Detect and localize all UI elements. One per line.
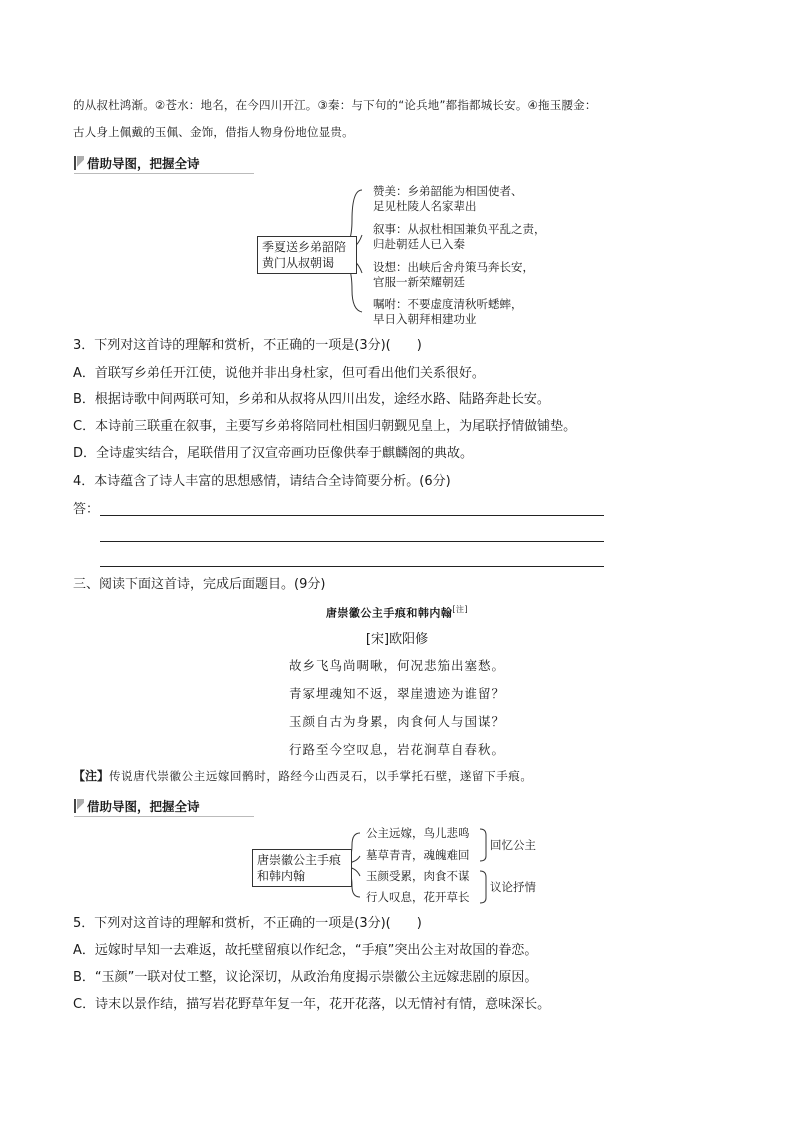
q5-option-b: B．“玉颜”一联对仗工整，议论深切，从政治角度揭示崇徽公主远嫁悲剧的原因。 (73, 970, 538, 985)
mindmap-2-center-line2: 和韩内翰 (257, 869, 306, 883)
mindmap-2-item-1: 公主远嫁，鸟儿悲鸣 (366, 826, 470, 840)
mindmap-2-item-2: 墓草青青，魂魄难回 (366, 848, 470, 862)
poem-title: 唐崇徽公主手痕和韩内翰 (325, 606, 453, 620)
mindmap-2-item-3: 玉颜受累，肉食不谋 (366, 869, 470, 883)
poem-note-text: 传说唐代崇徽公主远嫁回鹘时，路经今山西灵石，以手掌托石壁，遂留下手痕。 (109, 769, 533, 783)
q3-option-b: B．根据诗歌中间两联可知，乡弟和从叔将从四川出发，途经水路、陆路奔赴长安。 (73, 392, 550, 407)
branch-line: 设想：出峡后舍舟策马奔长安， (373, 260, 534, 274)
q3-option-a: A．首联写乡弟任开江使，说他并非出身杜家，但可看出他们关系很好。 (73, 366, 485, 381)
part3-heading: 三、阅读下面这首诗，完成后面题目。(9分) (73, 577, 326, 592)
q5-option-a: A．远嫁时早知一去难返，故托壁留痕以作纪念，“手痕”突出公主对故国的眷恋。 (73, 943, 538, 958)
q3-option-c: C．本诗前三联重在叙事，主要写乡弟将陪同杜相国归朝觐见皇上，为尾联抒情做铺垫。 (73, 419, 577, 434)
branch-line: 归赴朝廷人已入秦 (373, 237, 465, 251)
poem-line-1: 故乡飞鸟尚啁啾，何况悲笳出塞愁。 (288, 658, 505, 673)
poem-title-note: [注] (452, 605, 469, 614)
q4-answer-label: 答： (73, 502, 100, 517)
note-line-1: 的从叔杜鸿渐。②苍水：地名，在今四川开江。③秦：与下句的“论兵地”都指都城长安。④拖玉腰金： (73, 98, 597, 112)
poem-author: [宋]欧阳修 (365, 632, 429, 647)
q5-option-c: C．诗末以景作结，描写岩花野草年复一年，花开花落，以无情衬有情，意味深长。 (73, 997, 551, 1012)
q5-stem: 5．下列对这首诗的理解和赏析，不正确的一项是(3分)( ) (73, 916, 422, 931)
mindmap-1-center-line2: 黄门从叔朝谒 (262, 256, 335, 270)
branch-line: 官服一新荣耀朝廷 (373, 275, 465, 289)
poem-line-3: 玉颜自古为身累，肉食何人与国谋？ (288, 714, 505, 729)
poem-line-2: 青冢埋魂知不返，翠崖遗迹为谁留？ (288, 686, 505, 701)
q4-stem: 4．本诗蕴含了诗人丰富的思想感情，请结合全诗简要分析。(6分) (73, 474, 451, 489)
mindmap-2-center-line1: 唐崇徽公主手痕 (257, 853, 342, 867)
branch-line: 早日入朝拜相建功业 (373, 312, 477, 326)
mindmap-2-item-4: 行人叹息，花开草长 (366, 890, 470, 904)
q3-stem: 3．下列对这首诗的理解和赏析，不正确的一项是(3分)( ) (73, 338, 422, 353)
note-line-2: 古人身上佩戴的玉佩、金饰，借指人物身份地位显贵。 (73, 125, 354, 139)
section-header-label: 借助导图，把握全诗 (87, 799, 200, 814)
mindmap-2-group-recall: 回忆公主 (490, 838, 536, 852)
branch-line: 足见杜陵人名家辈出 (373, 199, 477, 213)
q3-option-d: D．全诗虚实结合，尾联借用了汉宣帝画功臣像供奉于麒麟阁的典故。 (73, 446, 474, 461)
branch-line: 嘱咐：不要虚度清秋听蟋蟀， (373, 297, 523, 311)
poem-note-label: 【注】 (73, 769, 110, 783)
mindmap-1-center-line1: 季夏送乡弟韶陪 (262, 240, 347, 254)
branch-line: 叙事：从叔杜相国兼负平乱之责， (373, 222, 546, 236)
poem-line-4: 行路至今空叹息，岩花涧草自春秋。 (288, 742, 505, 757)
mindmap-2-center (252, 849, 352, 887)
section-header-label: 借助导图，把握全诗 (87, 156, 200, 171)
mindmap-2-group-discuss: 议论抒情 (490, 880, 536, 894)
branch-line: 赞美：乡弟韶能为相国使者、 (373, 184, 523, 198)
